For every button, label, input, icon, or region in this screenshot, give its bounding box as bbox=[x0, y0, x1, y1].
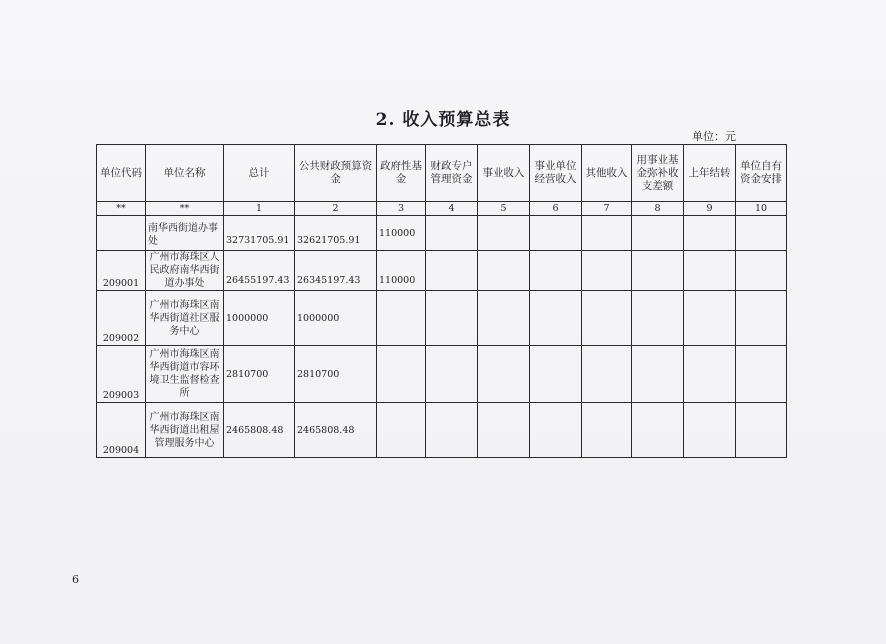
total-cell: 26455197.43 bbox=[224, 251, 295, 291]
empty-cell bbox=[736, 346, 787, 403]
table-row bbox=[97, 346, 787, 403]
empty-cell bbox=[632, 291, 684, 346]
empty-cell bbox=[684, 251, 736, 291]
table-header-row bbox=[97, 145, 787, 202]
gov-fund-cell bbox=[377, 346, 426, 403]
empty-cell bbox=[478, 291, 530, 346]
empty-cell bbox=[582, 403, 632, 458]
empty-cell bbox=[478, 346, 530, 403]
unit-code-cell: 209001 bbox=[97, 251, 146, 291]
index-cell: 10 bbox=[736, 202, 787, 216]
public-budget-cell: 1000000 bbox=[295, 291, 377, 346]
gov-fund-cell bbox=[377, 291, 426, 346]
empty-cell bbox=[582, 216, 632, 251]
header-cell: 用事业基金弥补收支差额 bbox=[632, 145, 684, 202]
empty-cell bbox=[582, 291, 632, 346]
index-cell: ** bbox=[97, 202, 146, 216]
empty-cell bbox=[736, 216, 787, 251]
header-cell: 总计 bbox=[224, 145, 295, 202]
index-cell: 6 bbox=[530, 202, 582, 216]
empty-cell bbox=[478, 216, 530, 251]
header-cell: 单位自有资金安排 bbox=[736, 145, 787, 202]
unit-name-cell: 广州市海珠区南华西街道社区服务中心 bbox=[146, 291, 224, 346]
header-cell: 上年结转 bbox=[684, 145, 736, 202]
header-cell: 其他收入 bbox=[582, 145, 632, 202]
public-budget-cell: 26345197.43 bbox=[295, 251, 377, 291]
empty-cell bbox=[632, 216, 684, 251]
empty-cell bbox=[736, 291, 787, 346]
gov-fund-cell bbox=[377, 403, 426, 458]
index-cell: 5 bbox=[478, 202, 530, 216]
empty-cell bbox=[582, 346, 632, 403]
empty-cell bbox=[632, 251, 684, 291]
header-cell: 事业收入 bbox=[478, 145, 530, 202]
empty-cell bbox=[684, 403, 736, 458]
header-cell: 单位名称 bbox=[146, 145, 224, 202]
empty-cell bbox=[684, 346, 736, 403]
empty-cell bbox=[478, 403, 530, 458]
empty-cell bbox=[426, 216, 478, 251]
public-budget-cell: 2465808.48 bbox=[295, 403, 377, 458]
unit-name-cell: 南华西街道办事处 bbox=[146, 216, 224, 251]
header-cell: 事业单位经营收入 bbox=[530, 145, 582, 202]
empty-cell bbox=[736, 403, 787, 458]
table-row bbox=[97, 291, 787, 346]
header-cell: 财政专户管理资金 bbox=[426, 145, 478, 202]
public-budget-cell: 32621705.91 bbox=[295, 216, 377, 251]
unit-code-cell: 209003 bbox=[97, 346, 146, 403]
table-row bbox=[97, 216, 787, 251]
total-cell: 1000000 bbox=[224, 291, 295, 346]
unit-code-cell: 209002 bbox=[97, 291, 146, 346]
page-number: 6 bbox=[72, 573, 79, 586]
index-cell: 1 bbox=[224, 202, 295, 216]
empty-cell bbox=[426, 251, 478, 291]
unit-name-cell: 广州市海珠区人民政府南华西街道办事处 bbox=[146, 251, 224, 291]
index-cell: 8 bbox=[632, 202, 684, 216]
empty-cell bbox=[426, 403, 478, 458]
empty-cell bbox=[530, 216, 582, 251]
public-budget-cell: 2810700 bbox=[295, 346, 377, 403]
empty-cell bbox=[478, 251, 530, 291]
gov-fund-cell: 110000 bbox=[377, 251, 426, 291]
unit-label: 单位：元 bbox=[692, 130, 736, 143]
index-cell: 7 bbox=[582, 202, 632, 216]
empty-cell bbox=[530, 346, 582, 403]
unit-code-cell: 209004 bbox=[97, 403, 146, 458]
empty-cell bbox=[684, 216, 736, 251]
total-cell: 2810700 bbox=[224, 346, 295, 403]
header-cell: 单位代码 bbox=[97, 145, 146, 202]
index-cell: ** bbox=[146, 202, 224, 216]
page-title: 2. 收入预算总表 bbox=[375, 110, 511, 130]
empty-cell bbox=[736, 251, 787, 291]
header-cell: 政府性基金 bbox=[377, 145, 426, 202]
empty-cell bbox=[632, 346, 684, 403]
empty-cell bbox=[582, 251, 632, 291]
total-cell: 2465808.48 bbox=[224, 403, 295, 458]
empty-cell bbox=[530, 251, 582, 291]
table-row bbox=[97, 403, 787, 458]
unit-name-cell: 广州市海珠区南华西街道市容环境卫生监督检查所 bbox=[146, 346, 224, 403]
index-cell: 4 bbox=[426, 202, 478, 216]
index-cell: 2 bbox=[295, 202, 377, 216]
empty-cell bbox=[684, 291, 736, 346]
column-index-row bbox=[97, 202, 787, 216]
empty-cell bbox=[426, 346, 478, 403]
gov-fund-cell: 110000 bbox=[377, 216, 426, 251]
empty-cell bbox=[530, 291, 582, 346]
unit-name-cell: 广州市海珠区南华西街道出租屋管理服务中心 bbox=[146, 403, 224, 458]
header-cell: 公共财政预算资金 bbox=[295, 145, 377, 202]
unit-code-cell bbox=[97, 216, 146, 251]
empty-cell bbox=[632, 403, 684, 458]
index-cell: 3 bbox=[377, 202, 426, 216]
total-cell: 32731705.91 bbox=[224, 216, 295, 251]
empty-cell bbox=[426, 291, 478, 346]
index-cell: 9 bbox=[684, 202, 736, 216]
empty-cell bbox=[530, 403, 582, 458]
income-budget-table bbox=[96, 144, 787, 458]
table-row bbox=[97, 251, 787, 291]
